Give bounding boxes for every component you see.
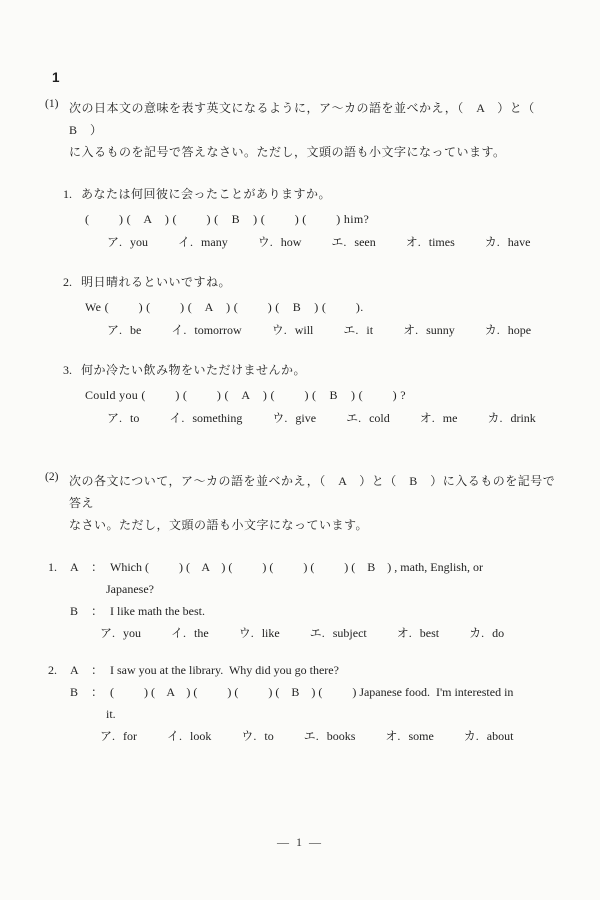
choice-item [258, 232, 302, 252]
choice-kana: オ. [385, 729, 401, 743]
question-number: 2. [48, 663, 57, 677]
choice-word: books [326, 729, 356, 743]
choice-word: for [123, 729, 138, 743]
choice-word: hope [507, 323, 532, 337]
choices-row [107, 408, 566, 428]
speaker-colon: ： [91, 604, 104, 618]
choice-word: give [295, 411, 317, 425]
part1-question-2 [45, 271, 566, 340]
choice-kana: エ. [331, 235, 347, 249]
choice-word: about [486, 729, 514, 743]
choice-kana: オ. [396, 626, 412, 640]
dialog-row-a [48, 556, 566, 578]
choice-item [239, 623, 280, 643]
dialog-row-a-continuation [48, 578, 566, 600]
choice-kana: オ. [419, 411, 435, 425]
choice-word: some [408, 729, 434, 743]
choice-kana: カ. [484, 323, 500, 337]
choice-item [100, 726, 137, 746]
question-prompt [63, 183, 566, 205]
question-prompt-text: あなたは何回彼に会ったことがありますか。 [81, 187, 332, 201]
choice-kana: ウ. [241, 729, 257, 743]
dialog-row-b [48, 681, 566, 703]
choice-item [241, 726, 273, 746]
choice-item [485, 232, 531, 252]
choice-word: seen [354, 235, 376, 249]
choice-word: me [442, 411, 458, 425]
choice-kana: イ. [167, 729, 183, 743]
part2-label: (2) [45, 471, 59, 483]
choices-row [107, 320, 566, 340]
dialog-text: I like math the best. [110, 604, 205, 618]
choice-item [107, 408, 139, 428]
part1-questions [45, 183, 566, 428]
choice-word: like [261, 626, 280, 640]
dialog-text: ( ) ( A ) ( ) ( ) ( B ) ( ) Japanese food. I'm interested in [110, 685, 514, 699]
choice-kana: オ. [405, 235, 421, 249]
choice-kana: カ. [463, 729, 479, 743]
choice-item [487, 408, 535, 428]
part2-question-1 [48, 556, 566, 643]
choice-item [107, 320, 141, 340]
choice-item [406, 232, 455, 252]
choices-row [100, 726, 566, 746]
choice-word: sunny [426, 323, 455, 337]
choice-word: have [507, 235, 531, 249]
question-prompt-text: 何か冷たい飲み物をいただけませんか。 [81, 363, 307, 377]
question-prompt-text: 明日晴れるといいですね。 [81, 275, 232, 289]
choice-word: drink [510, 411, 536, 425]
choice-kana: イ. [169, 411, 185, 425]
choice-word: best [419, 626, 440, 640]
choice-word: how [280, 235, 302, 249]
choice-item [385, 726, 433, 746]
speaker-label: A [70, 560, 79, 574]
choice-kana: エ. [346, 411, 362, 425]
speaker-colon: ： [91, 685, 104, 699]
choice-kana: カ. [469, 626, 485, 640]
choice-word: you [130, 235, 149, 249]
choice-item [171, 623, 209, 643]
part2-instruction-line2: なさい。ただし，文頭の語も小文字になっています。 [69, 518, 369, 532]
choice-word: tomorrow [194, 323, 242, 337]
part2-questions [45, 556, 566, 746]
part2-instruction-line1: 次の各文について，ア～カの語を並べかえ，（ A ）と（ B ）に入るものを記号で答え [69, 474, 556, 510]
choice-word: the [194, 626, 209, 640]
choice-kana: ア. [107, 323, 123, 337]
dialog-text: Japanese? [106, 582, 154, 596]
choice-item [169, 408, 242, 428]
choice-item [464, 726, 514, 746]
choice-kana: ア. [107, 411, 123, 425]
choice-kana: エ. [303, 729, 319, 743]
choice-item [272, 408, 316, 428]
dialog-row-a [48, 659, 566, 681]
choice-word: to [130, 411, 140, 425]
part1-instruction-line1: 次の日本文の意味を表す英文になるように，ア～カの語を並べかえ，（ A ）と（ B ） [69, 101, 548, 137]
choice-item [272, 320, 314, 340]
choice-item [331, 232, 375, 252]
exercise-number: 1 [52, 70, 60, 85]
choice-word: subject [332, 626, 367, 640]
choice-item [420, 408, 458, 428]
choice-word: look [190, 729, 212, 743]
choice-word: do [492, 626, 505, 640]
choice-item [178, 232, 228, 252]
part1-question-3 [45, 359, 566, 428]
choices-row [107, 232, 566, 252]
choices-row [100, 623, 566, 643]
choice-item [485, 320, 531, 340]
choice-item [397, 623, 439, 643]
choice-item [469, 623, 504, 643]
question-prompt [63, 271, 566, 293]
page-footer: — 1 — [277, 835, 323, 849]
choice-kana: ア. [100, 626, 116, 640]
speaker-label: A [70, 663, 79, 677]
part1-instruction [45, 97, 566, 163]
part1-instruction-line2: に入るものを記号で答えなさい。ただし，文頭の語も小文字になっています。 [69, 145, 506, 159]
question-number: 1. [63, 187, 72, 201]
choice-kana: イ. [171, 626, 187, 640]
dialog-text: Which ( ) ( A ) ( ) ( ) ( ) ( B ) , math, English, or [110, 560, 483, 574]
choice-kana: ウ. [238, 626, 254, 640]
choice-item [100, 623, 141, 643]
speaker-colon: ： [91, 663, 104, 677]
choice-item [346, 408, 390, 428]
answer-blanks-line: ( ) ( A ) ( ) ( B ) ( ) ( ) him? [85, 212, 370, 226]
choice-word: many [201, 235, 228, 249]
choice-kana: ウ. [271, 323, 287, 337]
choice-kana: エ. [343, 323, 359, 337]
dialog-row-b-continuation [48, 703, 566, 725]
choice-item [107, 232, 148, 252]
choice-kana: カ. [487, 411, 503, 425]
dialog-row-b [48, 600, 566, 622]
choice-item [171, 320, 241, 340]
part2-question-2 [48, 659, 566, 746]
question-number: 1. [48, 560, 57, 574]
speaker-label: B [70, 604, 79, 618]
choice-item [310, 623, 367, 643]
choice-kana: オ. [403, 323, 419, 337]
choice-word: you [123, 626, 142, 640]
question-number: 2. [63, 275, 72, 289]
question-prompt [63, 359, 566, 381]
choice-word: something [192, 411, 243, 425]
answer-blanks-line: We ( ) ( ) ( A ) ( ) ( B ) ( ). [85, 300, 364, 314]
choice-word: will [294, 323, 314, 337]
choice-item [403, 320, 455, 340]
dialog-text: it. [106, 707, 116, 721]
choice-item [304, 726, 356, 746]
choice-word: cold [369, 411, 390, 425]
choice-kana: ウ. [272, 411, 288, 425]
choice-kana: エ. [309, 626, 325, 640]
choice-word: to [264, 729, 274, 743]
choice-word: times [428, 235, 455, 249]
question-number: 3. [63, 363, 72, 377]
dialog-text: I saw you at the library. Why did you go there? [110, 663, 339, 677]
choice-kana: ア. [100, 729, 116, 743]
choice-kana: ウ. [257, 235, 273, 249]
part1-label: (1) [45, 98, 59, 110]
part2-instruction [45, 470, 566, 536]
part1-question-1 [45, 183, 566, 252]
choice-item [343, 320, 373, 340]
answer-blanks-line: Could you ( ) ( ) ( A ) ( ) ( B ) ( ) ? [85, 388, 406, 402]
choice-word: it [366, 323, 374, 337]
choice-kana: カ. [484, 235, 500, 249]
speaker-label: B [70, 685, 79, 699]
choice-item [167, 726, 211, 746]
speaker-colon: ： [91, 560, 104, 574]
choice-kana: イ. [178, 235, 194, 249]
choice-kana: ア. [107, 235, 123, 249]
choice-kana: イ. [171, 323, 187, 337]
choice-word: be [130, 323, 142, 337]
